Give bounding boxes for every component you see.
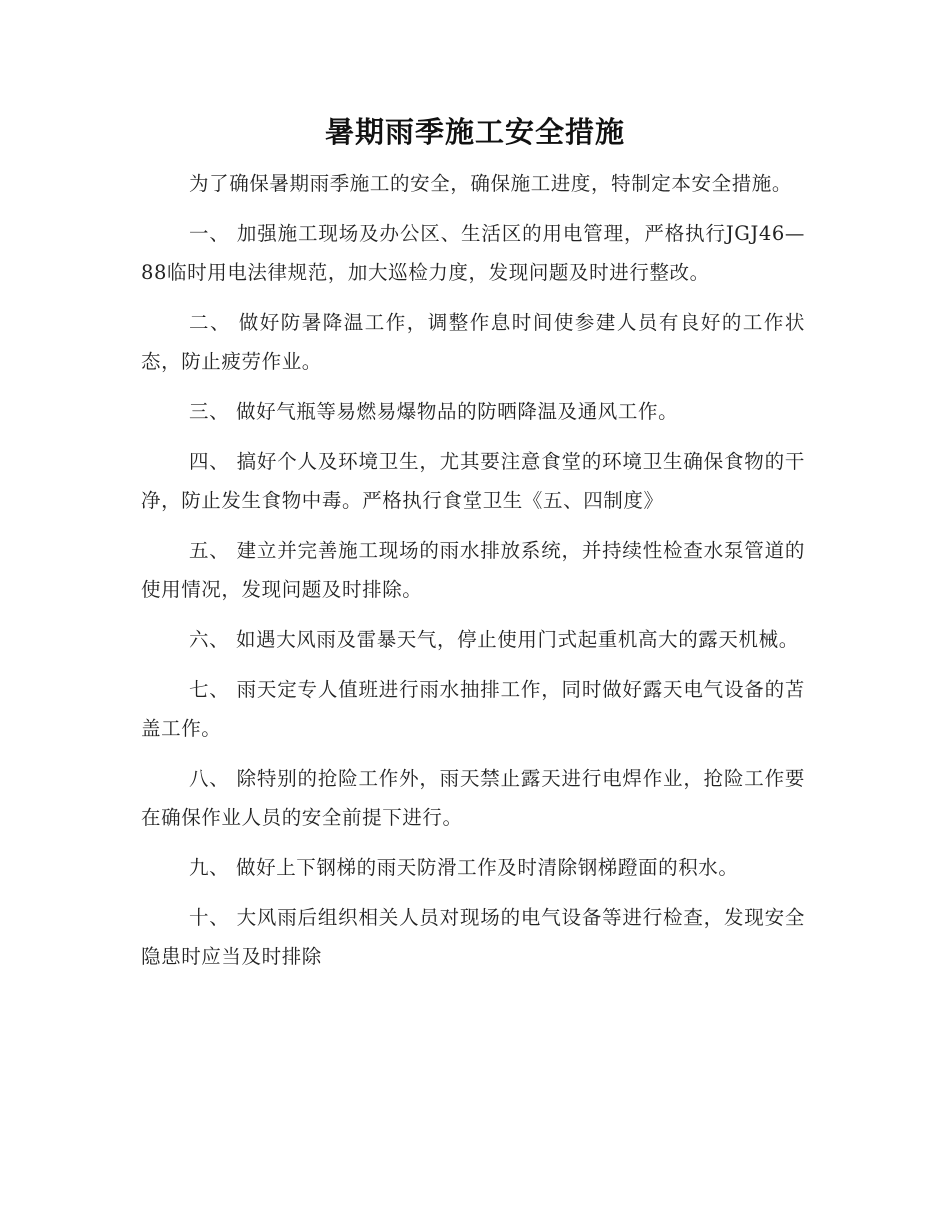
measure-6-paragraph: 六、 如遇大风雨及雷暴天气，停止使用门式起重机高大的露天机械。: [189, 628, 799, 651]
measure-4-paragraph: 四、 搞好个人及环境卫生，尤其要注意食堂的环境卫生确保食物的干净，防止发生食物中毒。严格执行食堂卫生《五、四制度》: [141, 450, 805, 512]
measure-1-paragraph: 一、 加强施工现场及办公区、生活区的用电管理，严格执行JGJ46—88临时用电法律规范，加大巡检力度，发现问题及时进行整改。: [141, 222, 805, 284]
document-title: 暑期雨季施工安全措施: [324, 115, 625, 149]
measure-7-paragraph: 七、 雨天定专人值班进行雨水抽排工作，同时做好露天电气设备的苫盖工作。: [141, 678, 805, 740]
measure-10-paragraph: 十、 大风雨后组织相关人员对现场的电气设备等进行检查，发现安全隐患时应当及时排除: [141, 906, 805, 968]
document-body: [141, 164, 805, 987]
measure-8-paragraph: 八、 除特别的抢险工作外，雨天禁止露天进行电焊作业，抢险工作要在确保作业人员的安全前提下进行。: [141, 767, 805, 829]
intro-paragraph: 为了确保暑期雨季施工的安全，确保施工进度，特制定本安全措施。: [189, 172, 793, 195]
measure-9-paragraph: 九、 做好上下钢梯的雨天防滑工作及时清除钢梯蹬面的积水。: [189, 856, 739, 879]
measure-5-paragraph: 五、 建立并完善施工现场的雨水排放系统，并持续性检查水泵管道的使用情况，发现问题及时排除。: [141, 539, 805, 601]
measure-3-paragraph: 三、 做好气瓶等易燃易爆物品的防晒降温及通风工作。: [189, 400, 679, 423]
measure-2-paragraph: 二、 做好防暑降温工作，调整作息时间使参建人员有良好的工作状态，防止疲劳作业。: [141, 311, 805, 373]
